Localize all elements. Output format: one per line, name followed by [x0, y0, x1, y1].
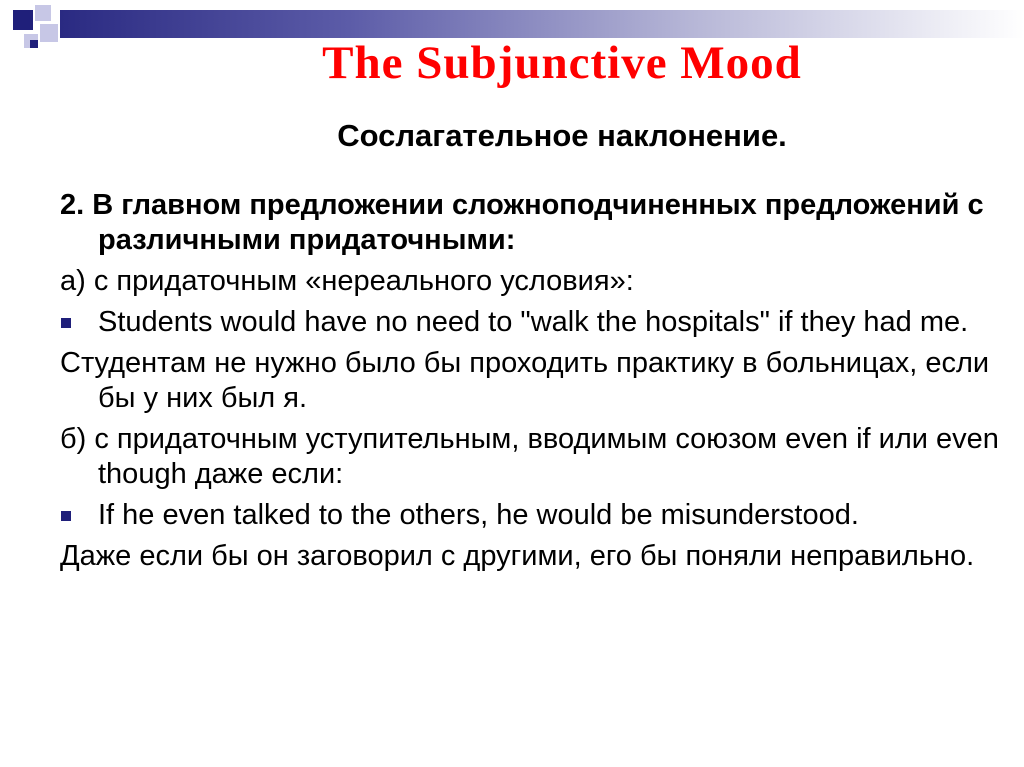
bullet-square-icon [61, 511, 71, 521]
paragraph-case-b: б) с придаточным уступительным, вводимым союзом even if или even though даже если: [60, 423, 999, 490]
slide-body [60, 188, 1000, 580]
translation-2: Даже если бы он заговорил с другими, его бы поняли неправильно. [60, 540, 975, 572]
bullet-example-2-text: If he even talked to the others, he would be misunderstood. [98, 499, 859, 531]
decor-square-1 [13, 10, 33, 30]
paragraph-heading: 2. В главном предложении сложноподчиненных предложений с различными придаточными: [60, 189, 984, 256]
slide-subtitle: Сослагательное наклонение. [337, 118, 787, 153]
decor-square-2 [35, 5, 51, 21]
translation-1: Студентам не нужно было бы проходить практику в больницах, если бы у них был я. [60, 347, 990, 414]
bullet-example-2 [60, 498, 1000, 533]
bullet-example-1 [60, 305, 1000, 340]
paragraph-case-a: а) с придаточным «нереального условия»: [60, 265, 634, 297]
header-gradient-bar [60, 10, 1024, 38]
bullet-example-1-text: Students would have no need to "walk the hospitals" if they had me. [98, 306, 969, 338]
bullet-square-icon [61, 318, 71, 328]
slide-title: The Subjunctive Mood [322, 37, 802, 89]
